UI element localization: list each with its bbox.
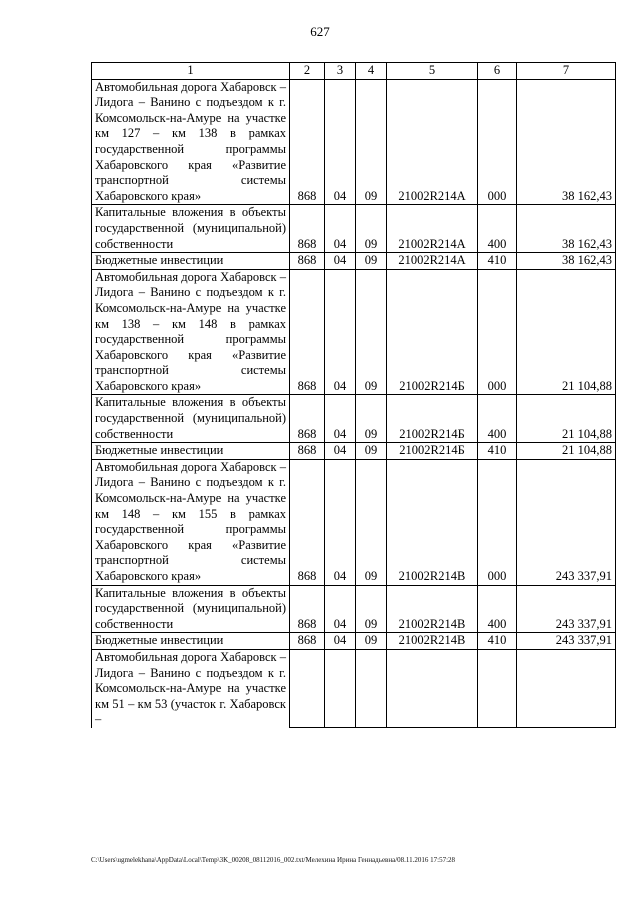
ministry-code-cell: 868 — [290, 459, 325, 585]
amount-cell: 243 337,91 — [517, 459, 616, 585]
page-number: 627 — [310, 24, 330, 39]
column-header: 2 — [290, 63, 325, 80]
column-header: 4 — [356, 63, 387, 80]
table-header-row — [92, 63, 616, 80]
amount-cell: 38 162,43 — [517, 205, 616, 253]
subsection-code-cell — [356, 649, 387, 727]
row-name-cell: Капитальные вложения в объекты государственной (муниципальной) собственности — [92, 395, 290, 443]
subsection-code-cell: 09 — [356, 205, 387, 253]
ministry-code-cell: 868 — [290, 205, 325, 253]
section-code-cell: 04 — [325, 253, 356, 270]
ministry-code-cell: 868 — [290, 269, 325, 395]
expense-type-cell: 410 — [478, 253, 517, 270]
row-name-cell: Автомобильная дорога Хабаровск – Лидога – Ванино с подъездом к г. Комсомольск-на-Амуре на участке км 127 – км 138 в рамках государственной программы Хабаровского края «Развитие транспортной системы Хабаровского края» — [92, 79, 290, 205]
target-article-cell: 21002R214Б — [387, 269, 478, 395]
file-path-footer: C:\Users\ugmelekhana\AppData\Local\Temp\3K_00208_08112016_002.txt/Мелехина Ирина Геннадьевна/08.11.2016 17:57:28 — [91, 856, 456, 864]
expense-type-cell: 000 — [478, 79, 517, 205]
expense-type-cell: 410 — [478, 443, 517, 460]
ministry-code-cell: 868 — [290, 253, 325, 270]
row-name-cell: Бюджетные инвестиции — [92, 443, 290, 460]
column-header: 5 — [387, 63, 478, 80]
section-code-cell: 04 — [325, 443, 356, 460]
expense-type-cell: 400 — [478, 395, 517, 443]
expense-type-cell: 400 — [478, 585, 517, 633]
row-name-cell: Автомобильная дорога Хабаровск – Лидога – Ванино с подъездом к г. Комсомольск-на-Амуре на участке км 51 – км 53 (участок г. Хабаровск – — [92, 649, 290, 727]
target-article-cell: 21002R214A — [387, 79, 478, 205]
target-article-cell: 21002R214В — [387, 585, 478, 633]
table-row — [92, 443, 616, 460]
amount-cell: 38 162,43 — [517, 79, 616, 205]
table-row — [92, 395, 616, 443]
target-article-cell: 21002R214В — [387, 633, 478, 650]
amount-cell: 21 104,88 — [517, 269, 616, 395]
subsection-code-cell: 09 — [356, 395, 387, 443]
amount-cell: 21 104,88 — [517, 395, 616, 443]
table-row — [92, 585, 616, 633]
expense-type-cell: 410 — [478, 633, 517, 650]
ministry-code-cell — [290, 649, 325, 727]
section-code-cell: 04 — [325, 459, 356, 585]
section-code-cell: 04 — [325, 395, 356, 443]
row-name-cell: Автомобильная дорога Хабаровск – Лидога – Ванино с подъездом к г. Комсомольск-на-Амуре на участке км 148 – км 155 в рамках государственной программы Хабаровского края «Развитие транспортной системы Хабаровского края» — [92, 459, 290, 585]
section-code-cell — [325, 649, 356, 727]
table-row — [92, 253, 616, 270]
subsection-code-cell: 09 — [356, 253, 387, 270]
expense-type-cell — [478, 649, 517, 727]
section-code-cell: 04 — [325, 205, 356, 253]
row-name-cell: Бюджетные инвестиции — [92, 633, 290, 650]
column-header: 3 — [325, 63, 356, 80]
budget-table — [91, 62, 616, 728]
column-header: 6 — [478, 63, 517, 80]
subsection-code-cell: 09 — [356, 633, 387, 650]
table-row — [92, 633, 616, 650]
subsection-code-cell: 09 — [356, 79, 387, 205]
ministry-code-cell: 868 — [290, 585, 325, 633]
target-article-cell — [387, 649, 478, 727]
expense-type-cell: 000 — [478, 269, 517, 395]
column-header: 1 — [92, 63, 290, 80]
ministry-code-cell: 868 — [290, 633, 325, 650]
table-row — [92, 269, 616, 395]
row-name-cell: Автомобильная дорога Хабаровск – Лидога – Ванино с подъездом к г. Комсомольск-на-Амуре на участке км 138 – км 148 в рамках государственной программы Хабаровского края «Развитие транспортной системы Хабаровского края» — [92, 269, 290, 395]
table-row — [92, 649, 616, 727]
amount-cell: 21 104,88 — [517, 443, 616, 460]
amount-cell — [517, 649, 616, 727]
table-row — [92, 459, 616, 585]
expense-type-cell: 000 — [478, 459, 517, 585]
section-code-cell: 04 — [325, 585, 356, 633]
target-article-cell: 21002R214A — [387, 205, 478, 253]
amount-cell: 243 337,91 — [517, 633, 616, 650]
amount-cell: 38 162,43 — [517, 253, 616, 270]
subsection-code-cell: 09 — [356, 269, 387, 395]
table-row — [92, 205, 616, 253]
subsection-code-cell: 09 — [356, 443, 387, 460]
row-name-cell: Капитальные вложения в объекты государственной (муниципальной) собственности — [92, 585, 290, 633]
subsection-code-cell: 09 — [356, 585, 387, 633]
section-code-cell: 04 — [325, 79, 356, 205]
target-article-cell: 21002R214Б — [387, 443, 478, 460]
amount-cell: 243 337,91 — [517, 585, 616, 633]
section-code-cell: 04 — [325, 269, 356, 395]
row-name-cell: Бюджетные инвестиции — [92, 253, 290, 270]
ministry-code-cell: 868 — [290, 395, 325, 443]
section-code-cell: 04 — [325, 633, 356, 650]
table-row — [92, 79, 616, 205]
subsection-code-cell: 09 — [356, 459, 387, 585]
target-article-cell: 21002R214A — [387, 253, 478, 270]
target-article-cell: 21002R214В — [387, 459, 478, 585]
ministry-code-cell: 868 — [290, 443, 325, 460]
ministry-code-cell: 868 — [290, 79, 325, 205]
target-article-cell: 21002R214Б — [387, 395, 478, 443]
column-header: 7 — [517, 63, 616, 80]
row-name-cell: Капитальные вложения в объекты государственной (муниципальной) собственности — [92, 205, 290, 253]
expense-type-cell: 400 — [478, 205, 517, 253]
